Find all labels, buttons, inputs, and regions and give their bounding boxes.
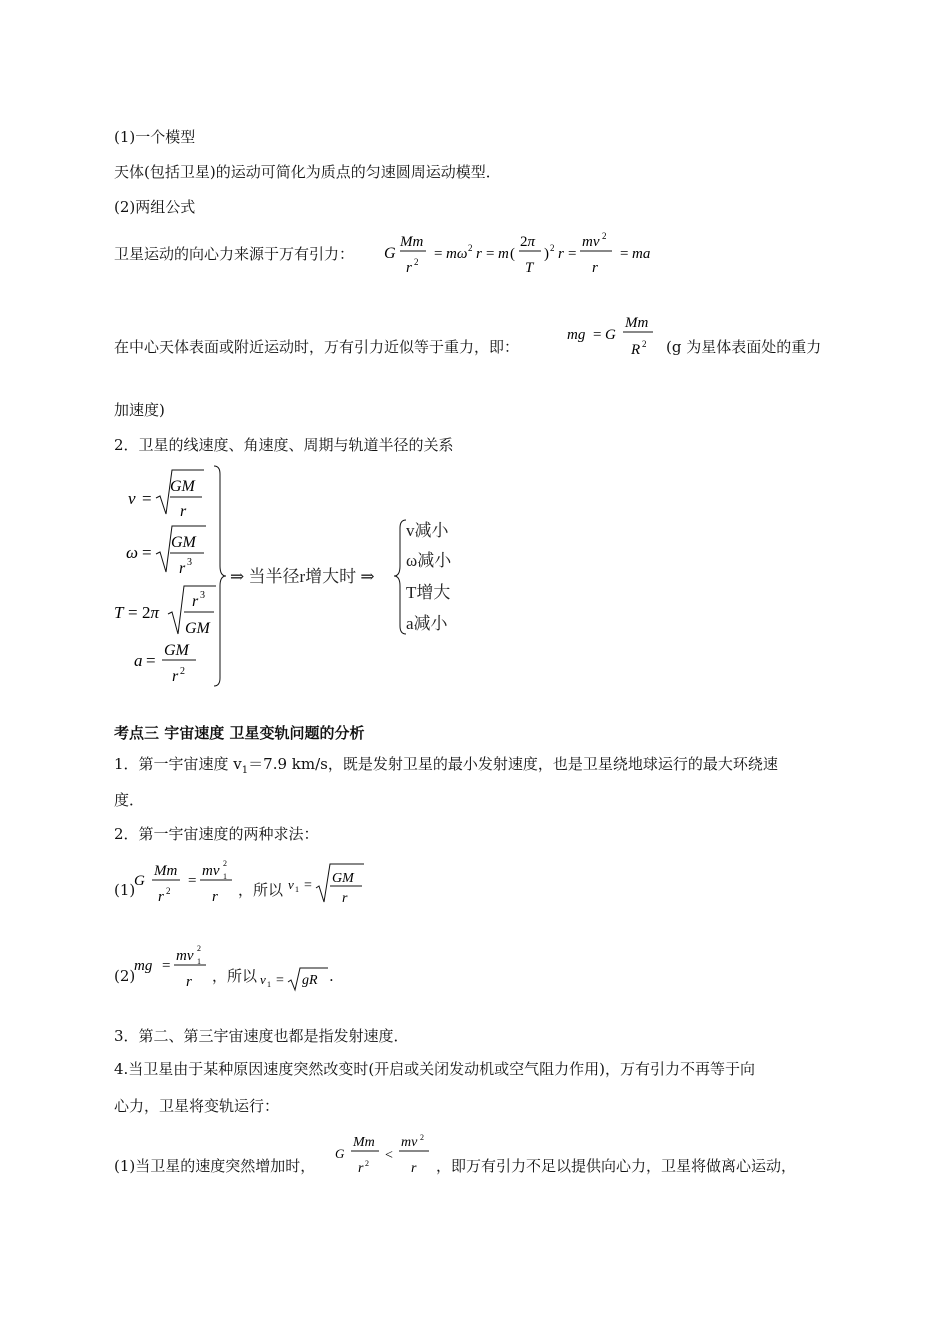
- svg-text:2: 2: [197, 944, 201, 953]
- method1-result: [286, 860, 366, 910]
- svg-text:GM: GM: [332, 871, 354, 886]
- svg-text:=: =: [593, 327, 602, 343]
- svg-text:1: 1: [295, 885, 299, 894]
- svg-text:r: r: [558, 246, 564, 262]
- svg-text:Mm: Mm: [353, 1135, 375, 1150]
- svg-text:<: <: [385, 1148, 393, 1163]
- svg-text:=: =: [486, 246, 495, 262]
- svg-text:2: 2: [180, 666, 185, 677]
- gravitation-formula: [380, 228, 690, 280]
- result-v: v减小: [406, 521, 449, 540]
- svg-text:ma: ma: [632, 246, 651, 262]
- centrifugal-text: ，即万有引力不足以提供向心力，卫星将做离心运动，: [436, 1157, 797, 1175]
- svg-text:v: v: [260, 972, 266, 987]
- model-text: 天体(包括卫星)的运动可简化为质点的匀速圆周运动模型．: [114, 163, 501, 181]
- svg-text:GM: GM: [170, 478, 195, 495]
- svg-text:r: r: [212, 889, 218, 905]
- svg-text:mg: mg: [567, 327, 586, 343]
- svg-text:m: m: [498, 246, 509, 262]
- svg-text:mω: mω: [446, 246, 468, 262]
- speed-increase-text: (1)当卫星的速度突然增加时，: [114, 1157, 316, 1175]
- svg-text:G: G: [384, 245, 396, 262]
- svg-text:R: R: [631, 342, 641, 358]
- relations-diagram: [110, 462, 470, 692]
- svg-text:2: 2: [642, 339, 647, 349]
- svg-text:=: =: [146, 651, 156, 670]
- svg-text:1: 1: [267, 980, 271, 989]
- svg-text:r: r: [186, 974, 192, 990]
- svg-text:2π: 2π: [520, 234, 536, 250]
- svg-text:1: 1: [197, 957, 201, 966]
- svg-text:2π: 2π: [142, 603, 160, 622]
- svg-text:T: T: [525, 260, 534, 276]
- formulas-heading: (2)两组公式: [114, 198, 196, 216]
- svg-text:): ): [544, 246, 549, 262]
- svg-text:G: G: [134, 873, 145, 889]
- svg-text:r: r: [192, 593, 199, 610]
- svg-text:Mm: Mm: [400, 234, 424, 250]
- svg-text:=: =: [142, 543, 152, 562]
- svg-text:=: =: [276, 973, 284, 988]
- svg-text:r: r: [342, 891, 348, 906]
- svg-text:Mm: Mm: [154, 863, 178, 879]
- svg-text:G: G: [335, 1146, 345, 1161]
- centripetal-text: 卫星运动的向心力来源于万有引力：: [114, 245, 355, 263]
- method2-so: ，所以: [212, 967, 258, 985]
- relations-title: 2．卫星的线速度、角速度、周期与轨道半径的关系: [114, 436, 454, 454]
- method2-formula: [132, 940, 212, 995]
- method2-label: (2): [114, 967, 136, 985]
- svg-text:r: r: [179, 560, 186, 577]
- svg-text:Mm: Mm: [625, 315, 649, 331]
- result-a: a减小: [406, 614, 448, 633]
- svg-text:1: 1: [223, 872, 227, 881]
- svg-text:=: =: [188, 873, 197, 889]
- svg-text:=: =: [128, 603, 138, 622]
- svg-text:(: (: [510, 246, 515, 262]
- method1-so: ，所以: [238, 881, 284, 899]
- surface-gravity-formula: [565, 312, 665, 364]
- svg-text:2: 2: [166, 886, 171, 896]
- svg-text:3: 3: [200, 590, 205, 601]
- svg-text:=: =: [620, 246, 629, 262]
- svg-text:r: r: [180, 503, 187, 520]
- svg-text:=: =: [434, 246, 443, 262]
- svg-text:mv: mv: [202, 863, 220, 879]
- result-T: T增大: [406, 583, 451, 602]
- svg-text:mv: mv: [176, 948, 194, 964]
- svg-text:2: 2: [468, 243, 473, 253]
- svg-text:r: r: [358, 1161, 364, 1176]
- svg-text:GM: GM: [185, 620, 210, 637]
- method1-label: (1): [114, 881, 136, 899]
- first-cosmic-velocity: 1．第一宇宙速度 $v_1=7.9$ km/s，既是发射卫星的最小发射速度，也是卫星绕地球运行的最大环绕速: [114, 755, 778, 776]
- method2-period: .: [329, 967, 334, 985]
- svg-text:2: 2: [420, 1133, 424, 1142]
- svg-text:r: r: [476, 246, 482, 262]
- svg-text:gR: gR: [302, 973, 318, 988]
- svg-text:v: v: [288, 877, 294, 892]
- svg-text:GM: GM: [171, 534, 196, 551]
- centrifugal-formula: [333, 1130, 438, 1182]
- svg-text:ω: ω: [126, 543, 139, 562]
- svg-text:GM: GM: [164, 642, 189, 659]
- svg-text:r: r: [411, 1161, 417, 1176]
- svg-text:=: =: [304, 878, 312, 893]
- svg-text:2: 2: [223, 859, 227, 868]
- svg-text:=: =: [142, 489, 152, 508]
- svg-text:r: r: [172, 668, 179, 685]
- model-heading: (1)一个模型: [114, 128, 196, 146]
- svg-text:2: 2: [365, 1159, 369, 1168]
- method2-result: [258, 960, 330, 994]
- radius-increase-text: ⇒ 当半径r增大时 ⇒: [230, 567, 375, 586]
- two-methods-title: 2．第一宇宙速度的两种求法：: [114, 825, 319, 843]
- svg-text:3: 3: [187, 557, 192, 568]
- svg-text:2: 2: [414, 257, 419, 267]
- svg-text:=: =: [568, 246, 577, 262]
- result-omega: ω减小: [406, 551, 452, 570]
- svg-text:r: r: [158, 889, 164, 905]
- svg-text:mv: mv: [401, 1135, 418, 1150]
- svg-text:a: a: [134, 651, 143, 670]
- first-cosmic-velocity-cont: 度．: [114, 791, 145, 809]
- svg-text:2: 2: [550, 243, 555, 253]
- method1-formula: [132, 855, 237, 910]
- svg-text:v: v: [128, 489, 136, 508]
- orbit-change-text: 4.当卫星由于某种原因速度突然改变时(开启或关闭发动机或空气阻力作用)，万有引力不再等于向: [114, 1060, 756, 1078]
- orbit-change-text-cont: 心力，卫星将变轨运行：: [114, 1097, 280, 1115]
- gravity-note-cont: 加速度): [114, 401, 165, 419]
- second-third-velocity: 3．第二、第三宇宙速度也都是指发射速度．: [114, 1027, 409, 1045]
- svg-text:r: r: [406, 260, 412, 276]
- svg-text:G: G: [605, 327, 616, 343]
- gravity-approx-text: 在中心天体表面或附近运动时，万有引力近似等于重力，即：: [114, 338, 520, 356]
- svg-text:2: 2: [602, 231, 607, 241]
- svg-text:r: r: [592, 260, 598, 276]
- svg-text:mg: mg: [134, 958, 153, 974]
- gravity-note: (g 为星体表面处的重力: [666, 338, 822, 356]
- svg-text:T: T: [114, 603, 124, 622]
- svg-text:mv: mv: [582, 234, 600, 250]
- section-heading: 考点三 宇宙速度 卫星变轨问题的分析: [114, 724, 365, 742]
- svg-text:=: =: [162, 958, 171, 974]
